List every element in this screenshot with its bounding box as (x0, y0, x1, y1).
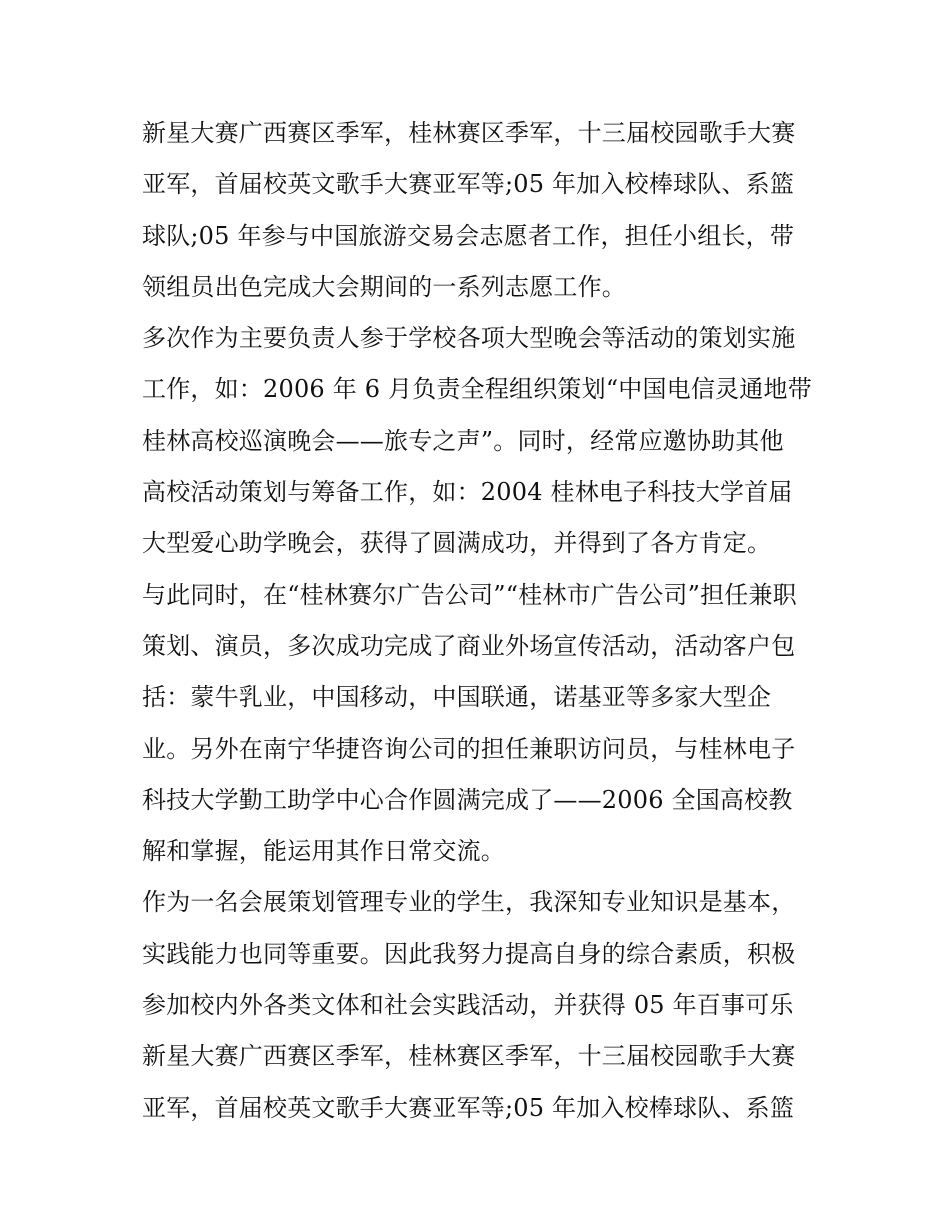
text-line: 业。另外在南宁华捷咨询公司的担任兼职访问员，与桂林电子 (142, 734, 796, 763)
text-line: 解和掌握，能运用其作日常交流。 (142, 837, 505, 866)
text-line: 桂林高校巡演晚会——旅专之声”。同时，经常应邀协助其他 (142, 426, 784, 455)
text-line: 策划、演员，多次成功完成了商业外场宣传活动，活动客户包 (142, 631, 796, 660)
text-line: 球队;05 年参与中国旅游交易会志愿者工作，担任小组长，带 (142, 221, 795, 250)
text-line: 实践能力也同等重要。因此我努力提高自身的综合素质，积极 (142, 939, 796, 968)
text-line: 亚军，首届校英文歌手大赛亚军等;05 年加入校棒球队、系篮 (142, 170, 795, 199)
text-line: 新星大赛广西赛区季军，桂林赛区季军，十三届校园歌手大赛 (142, 1042, 796, 1071)
text-line: 高校活动策划与筹备工作，如：2004 桂林电子科技大学首届 (142, 478, 793, 507)
text-line: 参加校内外各类文体和社会实践活动，并获得 05 年百事可乐 (142, 991, 794, 1020)
text-line: 新星大赛广西赛区季军，桂林赛区季军，十三届校园歌手大赛 (142, 119, 796, 147)
text-line: 工作，如：2006 年 6 月负责全程组织策划“中国电信灵通地带 (142, 375, 812, 404)
text-line: 括：蒙牛乳业，中国移动，中国联通，诺基亚等多家大型企 (142, 683, 772, 712)
text-line: 科技大学勤工助学中心合作圆满完成了——2006 全国高校教 (142, 785, 793, 814)
text-line: 作为一名会展策划管理专业的学生，我深知专业知识是基本， (142, 888, 796, 917)
text-line: 与此同时，在“桂林赛尔广告公司”“桂林市广告公司”担任兼职 (142, 580, 797, 609)
document-body (142, 108, 822, 1134)
text-line: 亚军，首届校英文歌手大赛亚军等;05 年加入校棒球队、系篮 (142, 1093, 795, 1122)
text-line: 领组员出色完成大会期间的一系列志愿工作。 (142, 272, 626, 301)
text-line: 大型爱心助学晚会，获得了圆满成功，并得到了各方肯定。 (142, 529, 772, 558)
text-line: 多次作为主要负责人参于学校各项大型晚会等活动的策划实施 (142, 324, 796, 353)
